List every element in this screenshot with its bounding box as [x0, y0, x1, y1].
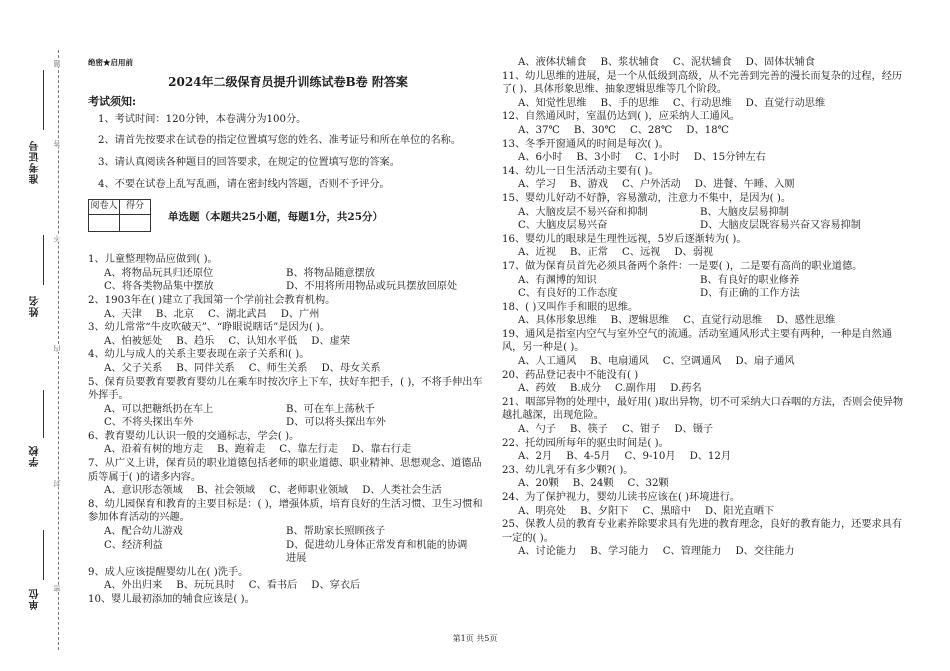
answer-option[interactable]: A、勺子	[518, 424, 556, 436]
question-stem: 23、幼儿乳牙有多少颗?( )。	[502, 464, 634, 476]
answer-option[interactable]: B、可在车上荡秋千	[286, 403, 375, 415]
answer-option[interactable]: D、15分钟左右	[693, 152, 766, 164]
answer-option[interactable]: A、父子关系	[104, 362, 163, 374]
answer-option[interactable]: B、趋乐	[176, 335, 215, 347]
answer-option[interactable]: A、2月	[518, 451, 553, 463]
question-options	[502, 505, 907, 519]
answer-option[interactable]: C、直觉行动思维	[683, 315, 763, 327]
answer-option[interactable]: B、筷子	[569, 424, 608, 436]
question-stem: 7、从广义上讲，保育员的职业道德包括老师的职业道德、职业精神、思想观念、道德品质等属于( )的诸多内容。	[88, 458, 482, 483]
answer-option[interactable]: C、认知水平低	[228, 335, 298, 347]
answer-option[interactable]: C.副作用	[615, 383, 657, 395]
page-title: 2024年二级保育员提升训练试卷B卷 附答案	[168, 74, 408, 89]
label-school: 学校	[30, 445, 41, 467]
question-item	[88, 566, 488, 593]
left-column	[88, 56, 488, 607]
question-stem: 8、幼儿园保育和教育的主要目标是：( )，增强体质，培育良好的生活习惯、卫生习惯和参加体育活动的兴趣。	[88, 498, 483, 524]
answer-option[interactable]: B、跑着走	[217, 444, 266, 456]
answer-option[interactable]: C、有良好的工作态度	[518, 288, 618, 300]
question-stem: 25、保教人员的教育专业素养除要求具有先进的教育理念，良好的教育能力，还要求具有一定的( )。	[502, 519, 903, 544]
question-stem: 5、保育员要教育要教育婴幼儿在乘车时按次序上下车，扶好车把手，( )，不将手伸出车外挥手。	[88, 376, 483, 402]
label-name: 姓名	[30, 295, 41, 317]
answer-option[interactable]: B、手的思维	[600, 97, 659, 109]
question-stem: 10、婴儿最初添加的辅食应该是( )。	[88, 594, 255, 605]
question-options	[502, 151, 907, 165]
question-stem: 4、幼儿与成人的关系主要表现在亲子关系和( )。	[88, 349, 310, 361]
question-options	[502, 545, 907, 559]
answer-option[interactable]: C、大脑皮层易兴奋	[518, 220, 608, 232]
seal-char: 封	[53, 480, 61, 487]
question-item	[88, 348, 488, 375]
page-footer: 第1页 共5页	[452, 634, 498, 643]
question-item	[88, 498, 488, 566]
question-item	[502, 138, 907, 165]
question-stem: 13、冬季开窗通风的时间是每次( )。	[502, 138, 669, 150]
answer-option[interactable]: A、意识形态领域	[104, 485, 183, 497]
answer-option[interactable]: A、沿着有树的地方走	[104, 444, 204, 456]
answer-option[interactable]: C、老师职业领域	[269, 485, 349, 497]
answer-option[interactable]: B、有良好的职业修养	[700, 274, 800, 286]
question-stem: 6、教育婴幼儿认识一般的交通标志，学会( )。	[88, 430, 300, 442]
answer-option[interactable]: D、固体状辅食	[745, 57, 815, 68]
answer-option[interactable]: A、配合幼儿游戏	[104, 526, 183, 538]
answer-option[interactable]: B、夕阳下	[580, 505, 629, 517]
question-options	[88, 362, 488, 376]
question-item	[502, 56, 907, 70]
question-stem: 14、幼儿一日生活活动主要有( )。	[502, 165, 659, 177]
answer-option[interactable]: C、管理能力	[662, 546, 722, 558]
question-options	[88, 443, 488, 457]
question-options	[502, 314, 907, 328]
question-options	[88, 308, 488, 322]
answer-option[interactable]: A、明亮处	[518, 505, 567, 517]
answer-option[interactable]: A、药效	[518, 383, 556, 395]
question-item	[88, 294, 488, 321]
question-options	[502, 206, 907, 233]
answer-option[interactable]: A、将物品玩具归还原位	[104, 267, 214, 279]
answer-option[interactable]: B、将物品随意摆放	[286, 267, 375, 279]
question-item	[502, 301, 907, 328]
question-stem: 2、1903年在( )建立了我国第一个学前社会教育机构。	[88, 294, 336, 306]
answer-option[interactable]: B、游戏	[569, 179, 608, 191]
name-field[interactable]	[43, 235, 44, 285]
note-item: 3、请认真阅读各种题目的回答要求，在规定的位置填写您的答案。	[98, 156, 400, 168]
answer-option[interactable]: D、镊子	[674, 424, 714, 436]
answer-option[interactable]: A、天津	[104, 308, 142, 320]
question-item	[88, 430, 488, 457]
question-item	[88, 321, 488, 348]
answer-option[interactable]: C、不将头探出车外	[104, 417, 194, 429]
answer-option[interactable]: C、泥状辅食	[672, 57, 732, 68]
question-options	[88, 267, 488, 294]
answer-option[interactable]: B、浆状辅食	[600, 57, 659, 68]
answer-option[interactable]: D、扇子通风	[735, 356, 795, 368]
seal-char: 密	[53, 585, 61, 592]
question-item	[502, 518, 907, 559]
question-options	[88, 579, 488, 593]
answer-option[interactable]: B、北京	[155, 308, 194, 320]
answer-option[interactable]: D、12月	[689, 451, 732, 463]
question-options	[502, 56, 907, 70]
seal-char: 答	[53, 140, 61, 147]
question-options	[502, 382, 907, 396]
reviewer-label: 阅卷人	[89, 200, 120, 215]
question-options	[88, 335, 488, 349]
score-box	[88, 199, 151, 232]
seal-char: 内	[53, 345, 61, 352]
answer-option[interactable]: A、近视	[518, 247, 556, 259]
question-options	[502, 246, 907, 260]
question-stem: 17、做为保育员首先必须具备两个条件：一是要( )，二是要有高尚的职业道德。	[502, 260, 863, 272]
question-options	[502, 450, 907, 464]
right-question-list	[502, 56, 907, 559]
answer-option[interactable]: D、进餐、午睡、入厕	[694, 179, 795, 191]
answer-option[interactable]: D、可以将头探出车外	[286, 417, 386, 429]
answer-option[interactable]: D、弱视	[674, 247, 714, 259]
answer-option[interactable]: B、逻辑思维	[610, 315, 670, 327]
secret-mark: 绝密★启用前	[88, 58, 133, 67]
question-item	[502, 369, 907, 396]
question-item	[502, 192, 907, 233]
question-item	[502, 491, 907, 518]
score-cell[interactable]	[120, 214, 151, 231]
question-stem: 19、通风是指室内空气与室外空气的流通。活动室通风形式主要有两种，一种是自然通风，另一种是( )。	[502, 328, 892, 354]
answer-option[interactable]: C、黑暗中	[642, 505, 691, 517]
answer-option[interactable]: C、经济利益	[104, 539, 163, 551]
question-item	[502, 110, 907, 137]
question-stem: 1、儿童整理物品应做到( )。	[88, 254, 218, 266]
question-stem: 12、自然通风时，室温仍达到( )，应采纳人工通风。	[502, 111, 741, 123]
question-options	[502, 423, 907, 437]
right-column	[502, 56, 907, 559]
section-title: 单选题（本题共25小题，每题1分，共25分）	[168, 211, 384, 224]
question-item	[502, 396, 907, 437]
question-stem: 11、幼儿思维的进展，是一个从低级到高级，从不完善到完善的漫长而复杂的过程，经历了( )、具体形象思维、抽象逻辑思维等几个阶段。	[502, 70, 903, 96]
exam-number-field[interactable]	[43, 70, 44, 130]
answer-option[interactable]: C、远视	[621, 247, 661, 259]
score-label: 得分	[120, 200, 151, 215]
question-options	[502, 97, 907, 111]
answer-option[interactable]: D.药名	[670, 383, 702, 395]
question-options	[88, 484, 488, 498]
answer-option[interactable]: C、户外活动	[621, 179, 681, 191]
answer-option[interactable]: D、感性思维	[776, 315, 836, 327]
school-field[interactable]	[43, 390, 44, 438]
unit-field[interactable]	[43, 530, 44, 580]
seal-char: 题	[53, 60, 61, 67]
answer-option[interactable]: A、有渊博的知识	[518, 274, 597, 286]
answer-option[interactable]: A、37℃	[518, 124, 560, 136]
answer-option[interactable]: C、靠左行走	[279, 444, 339, 456]
answer-option[interactable]: C、行动思维	[672, 97, 732, 109]
answer-option[interactable]: D、母女关系	[321, 362, 381, 374]
answer-option[interactable]: D、靠右行走	[352, 444, 412, 456]
answer-option[interactable]: B、同伴关系	[176, 362, 235, 374]
answer-option[interactable]: C、钳子	[621, 424, 661, 436]
answer-option[interactable]: A、可以把糖纸扔在车上	[104, 403, 214, 415]
answer-option[interactable]: A、人工通风	[518, 356, 577, 368]
question-stem: 3、幼儿常常“牛皮吹破天”、“睁眼说瞎话”是因为( )。	[88, 322, 331, 334]
answer-option[interactable]: A、讨论能力	[518, 546, 577, 558]
answer-option[interactable]: D、广州	[280, 308, 320, 320]
answer-option[interactable]: C、32颗	[627, 478, 669, 490]
notes-list	[88, 113, 488, 191]
question-stem: 16、婴幼儿的眼球是生理性远视，5岁后逐渐转为( )。	[502, 233, 747, 245]
answer-option[interactable]: D、不用将所用物品或玩具摆放回原处	[286, 281, 458, 293]
answer-option[interactable]: C、9-10月	[624, 451, 676, 463]
answer-option[interactable]: C、将各类物品集中摆放	[104, 281, 214, 293]
question-options	[88, 525, 488, 566]
answer-option[interactable]: B、玩玩具时	[176, 580, 235, 592]
answer-option[interactable]: B、大脑皮层易抑制	[700, 206, 789, 218]
question-stem: 21、咽部异物的处理中，最好用( )取出异物，切不可采纳大口吞咽的方法，否则会使异物越扎越深，出现危险。	[502, 396, 904, 422]
answer-option[interactable]: D、穿衣后	[311, 580, 361, 592]
question-stem: 18、( )又叫作手和眼的思维。	[502, 301, 639, 313]
answer-option[interactable]: D、虚荣	[311, 335, 351, 347]
answer-option[interactable]: A、大脑皮层不易兴奋和抑制	[518, 206, 648, 218]
answer-option[interactable]: B、3小时	[576, 152, 621, 164]
question-options	[502, 477, 907, 491]
answer-option[interactable]: A、知觉性思维	[518, 97, 587, 109]
note-item: 1、考试时间：120分钟，本卷满分为100分。	[98, 113, 307, 125]
question-options	[502, 124, 907, 138]
question-item	[502, 464, 907, 491]
question-item	[88, 253, 488, 294]
answer-option[interactable]: D、阳光直晒下	[704, 505, 775, 517]
question-item	[502, 260, 907, 301]
label-unit: 单位	[30, 588, 41, 610]
answer-option[interactable]: B、4-5月	[566, 451, 611, 463]
binding-margin	[0, 0, 70, 671]
answer-option[interactable]: A、具体形象思维	[518, 315, 597, 327]
answer-option[interactable]: C、28℃	[629, 124, 673, 136]
answer-option[interactable]: D、大脑皮层既容易兴奋又容易抑制	[700, 220, 861, 232]
answer-option[interactable]: B、30℃	[573, 124, 616, 136]
left-question-list	[88, 253, 488, 606]
section-header	[88, 199, 488, 231]
answer-option[interactable]: D、交往能力	[735, 546, 795, 558]
reviewer-cell[interactable]	[89, 214, 120, 231]
question-stem: 9、成人应该提醒婴幼儿在( )洗手。	[88, 566, 249, 578]
question-stem: 22、托幼园所每年的驱虫时间是( )。	[502, 437, 669, 449]
answer-option[interactable]: D、促进幼儿身体正常发育和机能的协调进展	[286, 539, 468, 565]
answer-option[interactable]: A、液体状辅食	[518, 57, 587, 68]
question-options	[502, 355, 907, 369]
answer-option[interactable]: B、正常	[569, 247, 608, 259]
question-stem: 15、婴幼儿好动不好静，容易激动，注意力不集中，是因为( )。	[502, 192, 792, 204]
question-stem: 24、为了保护视力，婴幼儿读书应该在( )环境进行。	[502, 492, 741, 503]
question-item	[88, 457, 488, 498]
answer-option[interactable]: B.成分	[569, 383, 602, 395]
question-item	[88, 376, 488, 430]
answer-option[interactable]: B、电扇通风	[590, 356, 649, 368]
answer-option[interactable]: D、直觉行动思维	[745, 97, 826, 109]
answer-option[interactable]: C、看书后	[248, 580, 298, 592]
answer-option[interactable]: C、空调通风	[662, 356, 722, 368]
label-exam-number: 准考证号	[30, 140, 41, 184]
question-options	[502, 178, 907, 192]
answer-option[interactable]: B、社会领域	[196, 485, 256, 497]
answer-option[interactable]: D、18℃	[686, 124, 730, 136]
answer-option[interactable]: C、师生关系	[248, 362, 308, 374]
seal-char: 不	[53, 235, 61, 242]
note-item: 4、不要在试卷上乱写乱画，请在密封线内答题，否则不予评分。	[98, 178, 390, 190]
question-stem: 20、药品登记表中不能没有( )	[502, 369, 639, 381]
answer-option[interactable]: B、学习能力	[590, 546, 649, 558]
question-item	[502, 70, 907, 111]
question-item	[502, 437, 907, 464]
answer-option[interactable]: A、怕被惩处	[104, 335, 163, 347]
answer-option[interactable]: B、24颗	[572, 478, 614, 490]
answer-option[interactable]: A、6小时	[518, 152, 563, 164]
question-item	[88, 593, 488, 607]
question-item	[502, 233, 907, 260]
answer-option[interactable]: D、有正确的工作方法	[700, 288, 800, 300]
answer-option[interactable]: A、学习	[518, 179, 556, 191]
answer-option[interactable]: B、帮助家长照顾孩子	[286, 526, 386, 538]
answer-option[interactable]: C、湖北武昌	[207, 308, 267, 320]
answer-option[interactable]: C、1小时	[634, 152, 680, 164]
note-item: 2、请首先按要求在试卷的指定位置填写您的姓名、准考证号和所在单位的名称。	[98, 135, 462, 147]
question-item	[502, 328, 907, 369]
question-item	[502, 165, 907, 192]
answer-option[interactable]: A、20颗	[518, 478, 559, 490]
notes-heading: 考试须知:	[88, 95, 137, 109]
question-options	[88, 403, 488, 430]
answer-option[interactable]: A、外出归来	[104, 580, 163, 592]
question-options	[502, 274, 907, 301]
answer-option[interactable]: D、人类社会生活	[362, 485, 442, 497]
